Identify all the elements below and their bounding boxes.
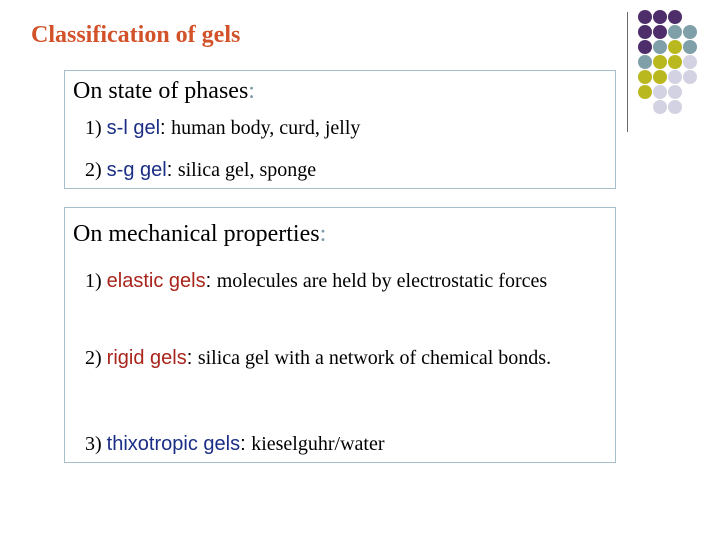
- list-item-sg-gel: 2) s-g gel: silica gel, sponge: [85, 159, 317, 181]
- decorative-dot-grid: [638, 10, 720, 120]
- decorative-dot: [668, 100, 682, 114]
- divider-line: [627, 12, 628, 132]
- decorative-dot: [638, 25, 652, 39]
- decorative-dot: [683, 40, 697, 54]
- mechanical-properties-box: [64, 207, 616, 463]
- decorative-dot: [638, 55, 652, 69]
- decorative-dot: [653, 10, 667, 24]
- decorative-dot: [638, 40, 652, 54]
- list-item-thixotropic-gels: 3) thixotropic gels: kieselguhr/water: [85, 433, 385, 455]
- decorative-dot: [653, 25, 667, 39]
- phase-state-heading: On state of phases:: [73, 78, 255, 104]
- decorative-dot: [683, 55, 697, 69]
- slide-title: Classification of gels: [31, 22, 241, 48]
- phase-state-box: [64, 70, 616, 189]
- decorative-dot: [653, 100, 667, 114]
- mechanical-properties-heading: On mechanical properties:: [73, 221, 327, 247]
- list-item-rigid-gels: 2) rigid gels: silica gel with a network of chemical bonds.: [85, 347, 552, 369]
- decorative-dot: [653, 55, 667, 69]
- decorative-dot: [638, 70, 652, 84]
- list-item-sl-gel: 1) s-l gel: human body, curd, jelly: [85, 117, 361, 139]
- list-item-elastic-gels: 1) elastic gels: molecules are held by electrostatic forces: [85, 270, 548, 292]
- decorative-dot: [668, 10, 682, 24]
- decorative-dot: [668, 40, 682, 54]
- decorative-dot: [668, 70, 682, 84]
- decorative-dot: [638, 85, 652, 99]
- decorative-dot: [638, 10, 652, 24]
- decorative-dot: [653, 40, 667, 54]
- decorative-dot: [683, 70, 697, 84]
- decorative-dot: [668, 85, 682, 99]
- decorative-dot: [668, 25, 682, 39]
- decorative-dot: [683, 25, 697, 39]
- decorative-dot: [653, 70, 667, 84]
- decorative-dot: [668, 55, 682, 69]
- decorative-dot: [653, 85, 667, 99]
